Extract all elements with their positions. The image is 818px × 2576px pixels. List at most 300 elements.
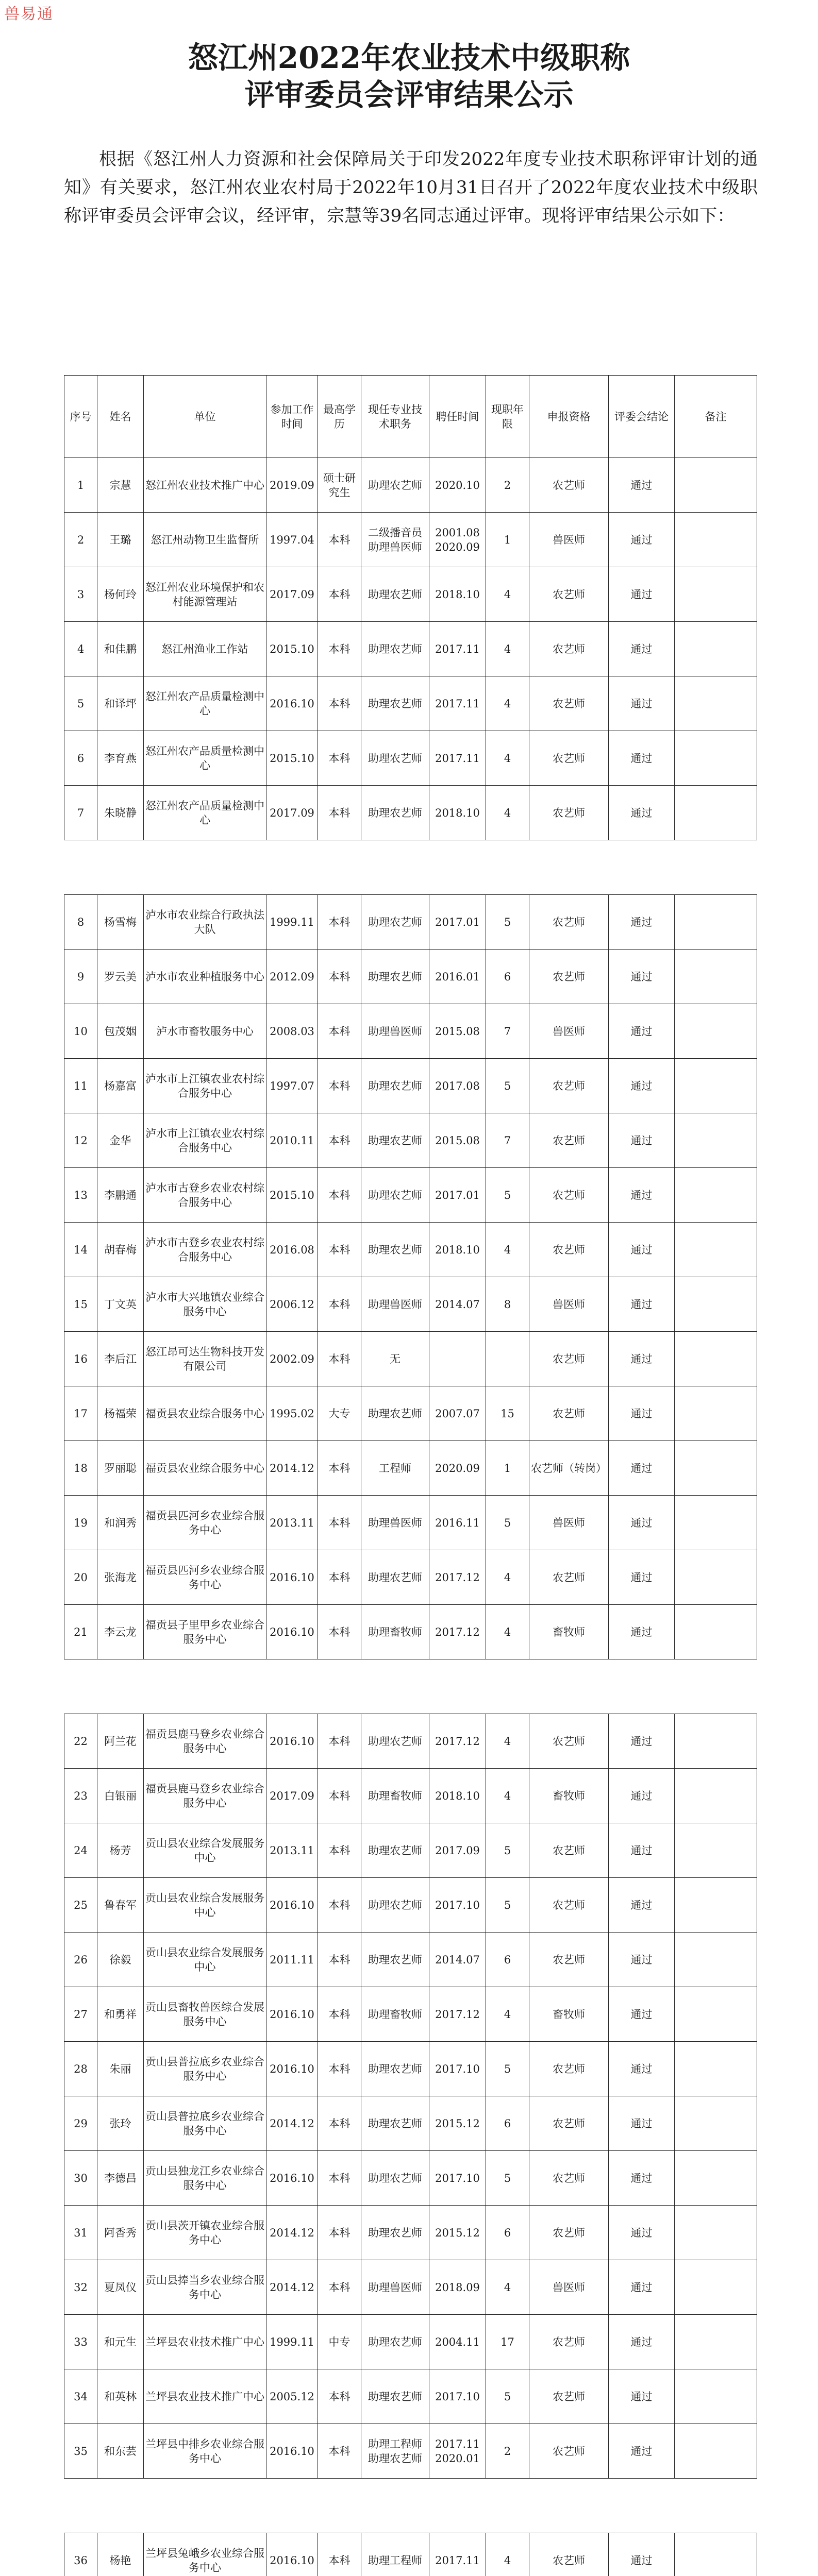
cell-remark: [675, 2206, 757, 2260]
cell-years: 4: [486, 1550, 529, 1605]
cell-work-start: 2016.10: [266, 1605, 318, 1659]
cell-conclusion: 通过: [609, 1605, 675, 1659]
cell-apply: 农艺师: [529, 1332, 609, 1386]
cell-conclusion: 通过: [609, 1769, 675, 1823]
cell-work-start: 2015.10: [266, 1168, 318, 1223]
cell-years: 4: [486, 1987, 529, 2042]
table-row: [64, 567, 757, 622]
cell-seq: 17: [64, 1386, 97, 1441]
cell-current-title: 助理农艺师: [361, 895, 429, 950]
header-appoint-time: 聘任时间: [429, 376, 486, 458]
cell-years: 5: [486, 2042, 529, 2096]
cell-current-title: 助理农艺师: [361, 1933, 429, 1987]
cell-current-title: 工程师: [361, 1441, 429, 1496]
cell-unit: 怒江州农产品质量检测中心: [144, 731, 266, 786]
cell-education: 中专: [318, 2315, 361, 2369]
cell-name: 杨艳: [97, 2533, 144, 2576]
cell-conclusion: 通过: [609, 731, 675, 786]
cell-appoint-time: 2018.09: [429, 2260, 486, 2315]
cell-work-start: 2013.11: [266, 1823, 318, 1878]
cell-apply: 农艺师: [529, 622, 609, 676]
cell-seq: 5: [64, 676, 97, 731]
cell-current-title: 助理农艺师: [361, 1113, 429, 1168]
cell-apply: 农艺师: [529, 1059, 609, 1113]
cell-years: 17: [486, 2315, 529, 2369]
cell-current-title: 助理兽医师: [361, 2260, 429, 2315]
cell-name: 和英林: [97, 2369, 144, 2424]
cell-education: 硕士研究生: [318, 458, 361, 513]
table-row: [64, 731, 757, 786]
cell-appoint-time: 2018.10: [429, 786, 486, 840]
cell-apply: 农艺师: [529, 458, 609, 513]
cell-education: 本科: [318, 1714, 361, 1769]
cell-conclusion: 通过: [609, 950, 675, 1004]
cell-apply: 农艺师: [529, 1386, 609, 1441]
table-row: [64, 513, 757, 567]
cell-remark: [675, 1605, 757, 1659]
cell-unit: 怒江昂可达生物科技开发有限公司: [144, 1332, 266, 1386]
cell-seq: 9: [64, 950, 97, 1004]
cell-years: 4: [486, 567, 529, 622]
cell-education: 本科: [318, 2533, 361, 2576]
cell-seq: 33: [64, 2315, 97, 2369]
cell-unit: 贡山县农业综合发展服务中心: [144, 1933, 266, 1987]
cell-unit: 泸水市古登乡农业农村综合服务中心: [144, 1168, 266, 1223]
cell-unit: 福贡县子里甲乡农业综合服务中心: [144, 1605, 266, 1659]
cell-unit: 泸水市大兴地镇农业综合服务中心: [144, 1277, 266, 1332]
cell-years: 5: [486, 895, 529, 950]
cell-work-start: 2015.10: [266, 731, 318, 786]
cell-conclusion: 通过: [609, 1223, 675, 1277]
cell-seq: 30: [64, 2151, 97, 2206]
cell-years: 5: [486, 1168, 529, 1223]
cell-education: 本科: [318, 2260, 361, 2315]
cell-conclusion: 通过: [609, 1987, 675, 2042]
cell-appoint-time: 2017.10: [429, 2151, 486, 2206]
cell-conclusion: 通过: [609, 2260, 675, 2315]
cell-education: 本科: [318, 2424, 361, 2479]
cell-education: 本科: [318, 1987, 361, 2042]
cell-name: 胡春梅: [97, 1223, 144, 1277]
table-row: [64, 1168, 757, 1223]
cell-remark: [675, 1004, 757, 1059]
cell-years: 4: [486, 2533, 529, 2576]
cell-unit: 福贡县鹿马登乡农业综合服务中心: [144, 1769, 266, 1823]
cell-conclusion: 通过: [609, 676, 675, 731]
cell-unit: 贡山县普拉底乡农业综合服务中心: [144, 2096, 266, 2151]
cell-name: 金华: [97, 1113, 144, 1168]
cell-seq: 25: [64, 1878, 97, 1933]
cell-years: 4: [486, 1605, 529, 1659]
cell-work-start: 1999.11: [266, 895, 318, 950]
cell-name: 和勇祥: [97, 1987, 144, 2042]
cell-remark: [675, 1332, 757, 1386]
cell-seq: 8: [64, 895, 97, 950]
cell-conclusion: 通过: [609, 1441, 675, 1496]
cell-apply: 农艺师: [529, 1550, 609, 1605]
cell-education: 本科: [318, 950, 361, 1004]
cell-work-start: 2016.10: [266, 1550, 318, 1605]
cell-work-start: 2016.10: [266, 2042, 318, 2096]
cell-conclusion: 通过: [609, 1386, 675, 1441]
cell-education: 本科: [318, 731, 361, 786]
cell-education: 本科: [318, 1823, 361, 1878]
cell-unit: 泸水市上江镇农业农村综合服务中心: [144, 1113, 266, 1168]
cell-years: 6: [486, 2206, 529, 2260]
cell-appoint-time: 2017.08: [429, 1059, 486, 1113]
cell-apply: 农艺师: [529, 567, 609, 622]
cell-education: 本科: [318, 1168, 361, 1223]
table-row: [64, 2315, 757, 2369]
cell-conclusion: 通过: [609, 2096, 675, 2151]
cell-work-start: 2016.10: [266, 2151, 318, 2206]
cell-apply: 畜牧师: [529, 1605, 609, 1659]
cell-unit: 贡山县茨开镇农业综合服务中心: [144, 2206, 266, 2260]
cell-appoint-time: 2015.08: [429, 1113, 486, 1168]
cell-unit: 贡山县农业综合发展服务中心: [144, 1878, 266, 1933]
cell-name: 宗慧: [97, 458, 144, 513]
page-break-cell: [64, 840, 757, 895]
table-row: [64, 1059, 757, 1113]
cell-unit: 怒江州渔业工作站: [144, 622, 266, 676]
cell-current-title: 助理农艺师: [361, 1059, 429, 1113]
cell-years: 7: [486, 1004, 529, 1059]
table-row: [64, 1441, 757, 1496]
cell-current-title: 助理农艺师: [361, 2042, 429, 2096]
cell-years: 5: [486, 1823, 529, 1878]
cell-appoint-time: 2017.11: [429, 2533, 486, 2576]
cell-apply: 农艺师（转岗）: [529, 1441, 609, 1496]
cell-seq: 16: [64, 1332, 97, 1386]
cell-work-start: 2017.09: [266, 786, 318, 840]
cell-work-start: 2014.12: [266, 2260, 318, 2315]
cell-seq: 11: [64, 1059, 97, 1113]
cell-education: 本科: [318, 1496, 361, 1550]
cell-appoint-time: 2015.08: [429, 1004, 486, 1059]
cell-work-start: 2005.12: [266, 2369, 318, 2424]
cell-education: 本科: [318, 622, 361, 676]
cell-name: 杨嘉富: [97, 1059, 144, 1113]
cell-work-start: 2016.10: [266, 1878, 318, 1933]
cell-work-start: 2016.08: [266, 1223, 318, 1277]
cell-apply: 农艺师: [529, 2042, 609, 2096]
cell-appoint-time: 2017.11: [429, 676, 486, 731]
header-seq: 序号: [64, 376, 97, 458]
page-break-spacer: [64, 840, 757, 895]
cell-remark: [675, 1550, 757, 1605]
cell-years: 1: [486, 513, 529, 567]
table-row: [64, 1605, 757, 1659]
table-row: [64, 1714, 757, 1769]
cell-seq: 4: [64, 622, 97, 676]
cell-current-title: 助理兽医师: [361, 1277, 429, 1332]
cell-education: 本科: [318, 676, 361, 731]
cell-appoint-time: 2017.01: [429, 1168, 486, 1223]
cell-name: 朱丽: [97, 2042, 144, 2096]
cell-remark: [675, 676, 757, 731]
table-row: [64, 1550, 757, 1605]
cell-current-title: 助理农艺师: [361, 1168, 429, 1223]
cell-work-start: 2014.12: [266, 2096, 318, 2151]
cell-years: 15: [486, 1386, 529, 1441]
cell-apply: 畜牧师: [529, 1769, 609, 1823]
table-row: [64, 2096, 757, 2151]
cell-work-start: 2008.03: [266, 1004, 318, 1059]
cell-conclusion: 通过: [609, 2042, 675, 2096]
cell-apply: 农艺师: [529, 2151, 609, 2206]
cell-work-start: 2014.12: [266, 2206, 318, 2260]
cell-conclusion: 通过: [609, 1004, 675, 1059]
cell-conclusion: 通过: [609, 1059, 675, 1113]
header-apply: 申报资格: [529, 376, 609, 458]
cell-current-title: 助理兽医师: [361, 1004, 429, 1059]
cell-conclusion: 通过: [609, 1878, 675, 1933]
cell-unit: 福贡县鹿马登乡农业综合服务中心: [144, 1714, 266, 1769]
cell-seq: 19: [64, 1496, 97, 1550]
cell-years: 5: [486, 1496, 529, 1550]
cell-apply: 农艺师: [529, 2424, 609, 2479]
cell-appoint-time: 2018.10: [429, 567, 486, 622]
cell-appoint-time: 2014.07: [429, 1277, 486, 1332]
cell-unit: 福贡县农业综合服务中心: [144, 1386, 266, 1441]
cell-work-start: 1997.04: [266, 513, 318, 567]
table-row: [64, 895, 757, 950]
table-row: [64, 1987, 757, 2042]
cell-unit: 怒江州农产品质量检测中心: [144, 786, 266, 840]
cell-education: 本科: [318, 2206, 361, 2260]
table-row: [64, 1277, 757, 1332]
cell-appoint-time: 2001.08 2020.09: [429, 513, 486, 567]
cell-unit: 兰坪县兔峨乡农业综合服务中心: [144, 2533, 266, 2576]
cell-apply: 农艺师: [529, 786, 609, 840]
cell-work-start: 1997.07: [266, 1059, 318, 1113]
cell-appoint-time: 2015.12: [429, 2096, 486, 2151]
cell-name: 李育燕: [97, 731, 144, 786]
cell-name: 和东芸: [97, 2424, 144, 2479]
intro-paragraph: 根据《怒江州人力资源和社会保障局关于印发2022年度专业技术职称评审计划的通知》有关要求，怒江州农业农村局于2022年10月31日召开了2022年度农业技术中级职称评审委员会评审会议，经评审，宗慧等39名同志通过评审。现将评审结果公示如下：: [64, 149, 758, 226]
cell-appoint-time: 2017.10: [429, 2042, 486, 2096]
cell-current-title: 助理农艺师: [361, 1550, 429, 1605]
cell-unit: 兰坪县中排乡农业综合服务中心: [144, 2424, 266, 2479]
cell-education: 本科: [318, 1605, 361, 1659]
cell-conclusion: 通过: [609, 1496, 675, 1550]
cell-seq: 29: [64, 2096, 97, 2151]
cell-current-title: 助理农艺师: [361, 731, 429, 786]
cell-seq: 31: [64, 2206, 97, 2260]
cell-conclusion: 通过: [609, 786, 675, 840]
cell-appoint-time: 2018.10: [429, 1769, 486, 1823]
cell-years: 4: [486, 786, 529, 840]
cell-name: 张海龙: [97, 1550, 144, 1605]
cell-apply: 农艺师: [529, 1878, 609, 1933]
cell-name: 和译坪: [97, 676, 144, 731]
cell-years: 4: [486, 622, 529, 676]
cell-appoint-time: 2017.11: [429, 731, 486, 786]
cell-current-title: 助理农艺师: [361, 2206, 429, 2260]
cell-unit: 怒江州动物卫生监督所: [144, 513, 266, 567]
table-row: [64, 1113, 757, 1168]
cell-work-start: 1999.11: [266, 2315, 318, 2369]
cell-remark: [675, 786, 757, 840]
cell-education: 本科: [318, 1223, 361, 1277]
cell-appoint-time: 2014.07: [429, 1933, 486, 1987]
cell-seq: 18: [64, 1441, 97, 1496]
cell-current-title: 助理农艺师: [361, 2315, 429, 2369]
table-row: [64, 676, 757, 731]
cell-years: 4: [486, 1769, 529, 1823]
cell-apply: 畜牧师: [529, 1987, 609, 2042]
cell-seq: 14: [64, 1223, 97, 1277]
cell-remark: [675, 1714, 757, 1769]
cell-appoint-time: 2017.12: [429, 1987, 486, 2042]
cell-appoint-time: 2017.12: [429, 1714, 486, 1769]
table-row: [64, 622, 757, 676]
cell-name: 和润秀: [97, 1496, 144, 1550]
cell-apply: 农艺师: [529, 950, 609, 1004]
cell-seq: 28: [64, 2042, 97, 2096]
table-header-row: [64, 376, 757, 458]
cell-education: 大专: [318, 1386, 361, 1441]
cell-seq: 26: [64, 1933, 97, 1987]
cell-appoint-time: 2018.10: [429, 1223, 486, 1277]
cell-name: 和佳鹏: [97, 622, 144, 676]
cell-name: 杨何玲: [97, 567, 144, 622]
cell-remark: [675, 1277, 757, 1332]
cell-years: 5: [486, 2369, 529, 2424]
cell-current-title: 助理农艺师: [361, 950, 429, 1004]
cell-years: 5: [486, 1878, 529, 1933]
cell-appoint-time: 2007.07: [429, 1386, 486, 1441]
cell-education: 本科: [318, 1004, 361, 1059]
cell-conclusion: 通过: [609, 2533, 675, 2576]
cell-work-start: 2013.11: [266, 1496, 318, 1550]
cell-apply: 农艺师: [529, 2533, 609, 2576]
cell-work-start: 2010.11: [266, 1113, 318, 1168]
cell-work-start: 2016.10: [266, 1714, 318, 1769]
cell-remark: [675, 1059, 757, 1113]
cell-remark: [675, 2315, 757, 2369]
cell-seq: 22: [64, 1714, 97, 1769]
cell-apply: 农艺师: [529, 1714, 609, 1769]
cell-work-start: 1995.02: [266, 1386, 318, 1441]
cell-education: 本科: [318, 1878, 361, 1933]
cell-appoint-time: 2020.10: [429, 458, 486, 513]
cell-unit: 贡山县独龙江乡农业综合服务中心: [144, 2151, 266, 2206]
cell-work-start: 2016.10: [266, 676, 318, 731]
cell-unit: 福贡县匹河乡农业综合服务中心: [144, 1496, 266, 1550]
cell-years: 8: [486, 1277, 529, 1332]
cell-remark: [675, 2533, 757, 2576]
cell-work-start: 2015.10: [266, 622, 318, 676]
cell-appoint-time: 2017.12: [429, 1550, 486, 1605]
cell-apply: 兽医师: [529, 1004, 609, 1059]
cell-unit: 泸水市古登乡农业农村综合服务中心: [144, 1223, 266, 1277]
cell-conclusion: 通过: [609, 1113, 675, 1168]
cell-education: 本科: [318, 1933, 361, 1987]
cell-remark: [675, 1987, 757, 2042]
cell-apply: 农艺师: [529, 895, 609, 950]
table-row: [64, 1878, 757, 1933]
cell-work-start: 2017.09: [266, 567, 318, 622]
cell-name: 杨福荣: [97, 1386, 144, 1441]
cell-years: 6: [486, 950, 529, 1004]
cell-current-title: 助理工程师: [361, 2533, 429, 2576]
cell-education: 本科: [318, 2369, 361, 2424]
cell-unit: 泸水市畜牧服务中心: [144, 1004, 266, 1059]
cell-seq: 20: [64, 1550, 97, 1605]
cell-current-title: 二级播音员 助理兽医师: [361, 513, 429, 567]
cell-unit: 贡山县捧当乡农业综合服务中心: [144, 2260, 266, 2315]
cell-name: 罗云美: [97, 950, 144, 1004]
cell-appoint-time: 2017.10: [429, 1878, 486, 1933]
table-row: [64, 950, 757, 1004]
cell-unit: 贡山县普拉底乡农业综合服务中心: [144, 2042, 266, 2096]
cell-education: 本科: [318, 2042, 361, 2096]
cell-work-start: 2016.10: [266, 2424, 318, 2479]
cell-current-title: 助理农艺师: [361, 622, 429, 676]
cell-apply: 农艺师: [529, 2206, 609, 2260]
cell-current-title: 助理农艺师: [361, 458, 429, 513]
cell-seq: 35: [64, 2424, 97, 2479]
cell-current-title: 助理工程师 助理农艺师: [361, 2424, 429, 2479]
cell-name: 包茂姻: [97, 1004, 144, 1059]
cell-unit: 贡山县畜牧兽医综合发展服务中心: [144, 1987, 266, 2042]
cell-apply: 农艺师: [529, 2369, 609, 2424]
cell-work-start: 2019.09: [266, 458, 318, 513]
cell-apply: 农艺师: [529, 1168, 609, 1223]
cell-seq: 23: [64, 1769, 97, 1823]
page-break-cell: [64, 1659, 757, 1714]
header-current-title: 现任专业技术职务: [361, 376, 429, 458]
cell-name: 李德昌: [97, 2151, 144, 2206]
cell-education: 本科: [318, 2151, 361, 2206]
cell-education: 本科: [318, 513, 361, 567]
page-break-cell: [64, 2479, 757, 2533]
cell-remark: [675, 2042, 757, 2096]
cell-name: 白银丽: [97, 1769, 144, 1823]
header-remark: 备注: [675, 376, 757, 458]
cell-remark: [675, 1386, 757, 1441]
cell-conclusion: 通过: [609, 2369, 675, 2424]
cell-years: 4: [486, 1714, 529, 1769]
cell-conclusion: 通过: [609, 567, 675, 622]
cell-seq: 27: [64, 1987, 97, 2042]
cell-years: 4: [486, 731, 529, 786]
cell-remark: [675, 1933, 757, 1987]
cell-unit: 贡山县农业综合发展服务中心: [144, 1823, 266, 1878]
cell-name: 张玲: [97, 2096, 144, 2151]
cell-name: 李后江: [97, 1332, 144, 1386]
table-row: [64, 2151, 757, 2206]
cell-appoint-time: 2015.12: [429, 2206, 486, 2260]
cell-apply: 农艺师: [529, 1823, 609, 1878]
header-name: 姓名: [97, 376, 144, 458]
cell-conclusion: 通过: [609, 2424, 675, 2479]
cell-years: 6: [486, 2096, 529, 2151]
cell-name: 鲁春军: [97, 1878, 144, 1933]
cell-current-title: 助理农艺师: [361, 676, 429, 731]
cell-conclusion: 通过: [609, 1714, 675, 1769]
cell-apply: 兽医师: [529, 1277, 609, 1332]
cell-current-title: 助理兽医师: [361, 1496, 429, 1550]
cell-conclusion: 通过: [609, 1933, 675, 1987]
cell-education: 本科: [318, 567, 361, 622]
table-row: [64, 1223, 757, 1277]
cell-remark: [675, 2424, 757, 2479]
cell-name: 王璐: [97, 513, 144, 567]
cell-remark: [675, 1878, 757, 1933]
header-unit: 单位: [144, 376, 266, 458]
